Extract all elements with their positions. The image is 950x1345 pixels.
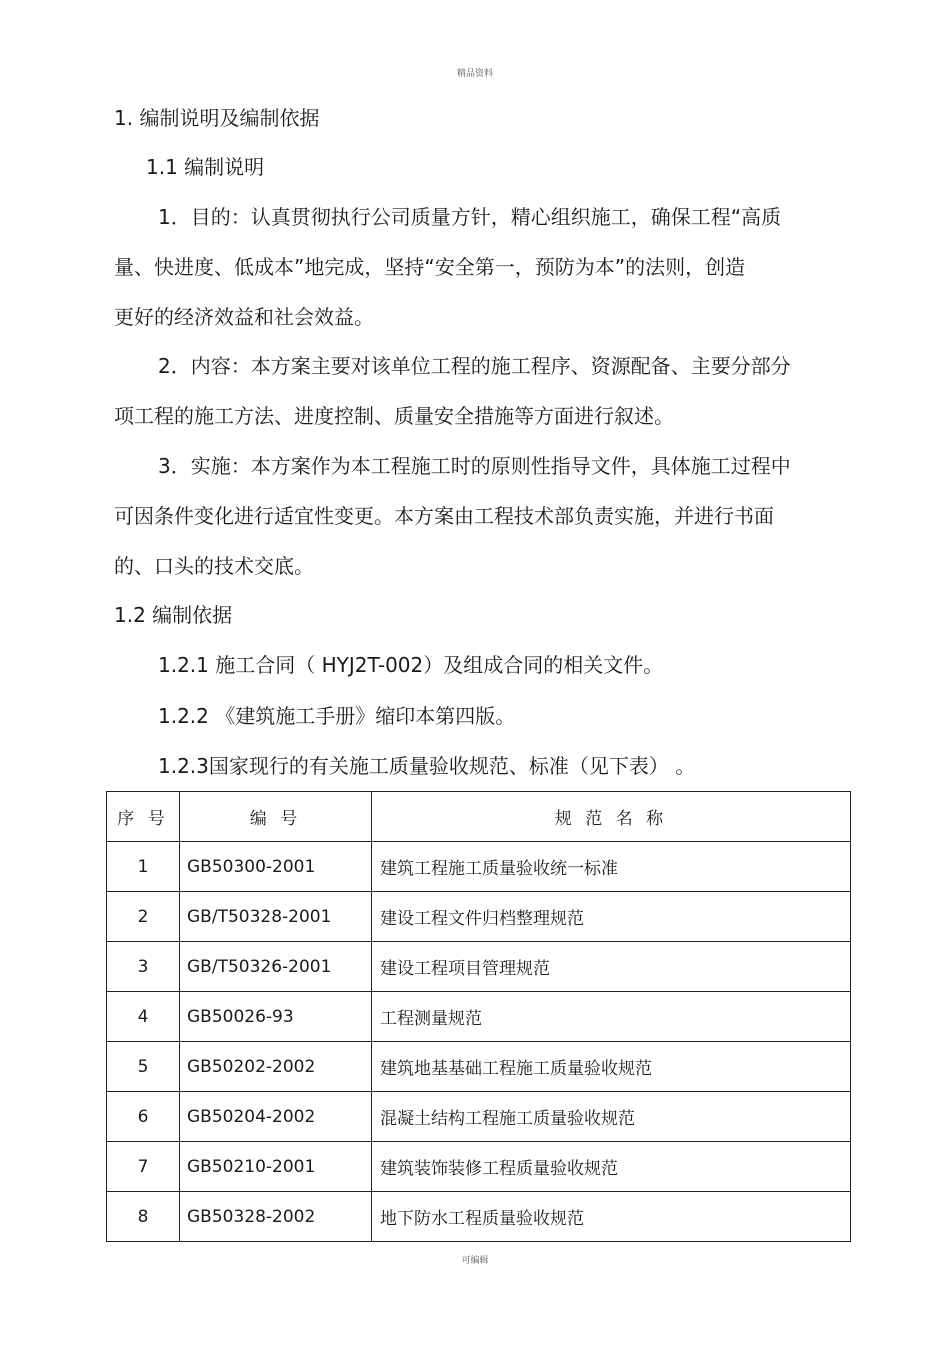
cell-no: 6 <box>107 1092 180 1142</box>
reference-item: 1.2.1 施工合同（ HYJ2T-002）及组成合同的相关文件。 <box>158 653 664 677</box>
cell-code: GB/T50326-2001 <box>180 942 372 992</box>
table-header-row <box>107 792 851 842</box>
reference-item: 1.2.3国家现行的有关施工质量验收规范、标准（见下表） 。 <box>158 754 696 778</box>
cell-no: 7 <box>107 1142 180 1192</box>
cell-code: GB50202-2002 <box>180 1042 372 1092</box>
table-row <box>107 842 851 892</box>
paragraph-line: 项工程的施工方法、进度控制、质量安全措施等方面进行叙述。 <box>114 404 674 428</box>
subsection-heading: 1.2 编制依据 <box>114 603 233 627</box>
paragraph-line: 3．实施：本方案作为本工程施工时的原则性指导文件，具体施工过程中 <box>158 454 791 478</box>
cell-code: GB50300-2001 <box>180 842 372 892</box>
cell-no: 1 <box>107 842 180 892</box>
paragraph-line: 2．内容：本方案主要对该单位工程的施工程序、资源配备、主要分部分 <box>158 354 791 378</box>
table-row <box>107 1042 851 1092</box>
cell-name: 地下防水工程质量验收规范 <box>372 1192 851 1242</box>
cell-code: GB50210-2001 <box>180 1142 372 1192</box>
paragraph-line: 的、口头的技术交底。 <box>114 554 314 578</box>
cell-no: 4 <box>107 992 180 1042</box>
cell-name: 建设工程项目管理规范 <box>372 942 851 992</box>
cell-no: 2 <box>107 892 180 942</box>
cell-code: GB50204-2002 <box>180 1092 372 1142</box>
reference-item: 1.2.2 《建筑施工手册》缩印本第四版。 <box>158 704 516 728</box>
column-header-no: 序 号 <box>107 792 180 842</box>
paragraph-line: 量、快进度、低成本”地完成，坚持“安全第一，预防为本”的法则，创造 <box>114 255 746 279</box>
cell-name: 工程测量规范 <box>372 992 851 1042</box>
standards-table <box>106 791 851 1242</box>
table-row <box>107 992 851 1042</box>
cell-name: 建筑装饰装修工程质量验收规范 <box>372 1142 851 1192</box>
cell-name: 混凝土结构工程施工质量验收规范 <box>372 1092 851 1142</box>
cell-code: GB50328-2002 <box>180 1192 372 1242</box>
cell-no: 5 <box>107 1042 180 1092</box>
table-row <box>107 892 851 942</box>
cell-no: 8 <box>107 1192 180 1242</box>
column-header-code: 编 号 <box>180 792 372 842</box>
table-row <box>107 1142 851 1192</box>
cell-name: 建筑工程施工质量验收统一标准 <box>372 842 851 892</box>
paragraph-line: 更好的经济效益和社会效益。 <box>114 305 374 329</box>
section-heading: 1. 编制说明及编制依据 <box>114 106 320 130</box>
cell-code: GB50026-93 <box>180 992 372 1042</box>
footer-watermark: 可编辑 <box>461 1256 489 1266</box>
table-row <box>107 942 851 992</box>
subsection-heading: 1.1 编制说明 <box>146 155 265 179</box>
paragraph-line: 可因条件变化进行适宜性变更。本方案由工程技术部负责实施，并进行书面 <box>114 504 774 528</box>
table-row <box>107 1192 851 1242</box>
table-row <box>107 1092 851 1142</box>
cell-no: 3 <box>107 942 180 992</box>
header-watermark: 精品资料 <box>456 69 493 79</box>
cell-name: 建设工程文件归档整理规范 <box>372 892 851 942</box>
cell-code: GB/T50328-2001 <box>180 892 372 942</box>
paragraph-line: 1．目的：认真贯彻执行公司质量方针，精心组织施工，确保工程“高质 <box>158 205 782 229</box>
cell-name: 建筑地基基础工程施工质量验收规范 <box>372 1042 851 1092</box>
column-header-name: 规 范 名 称 <box>372 792 851 842</box>
